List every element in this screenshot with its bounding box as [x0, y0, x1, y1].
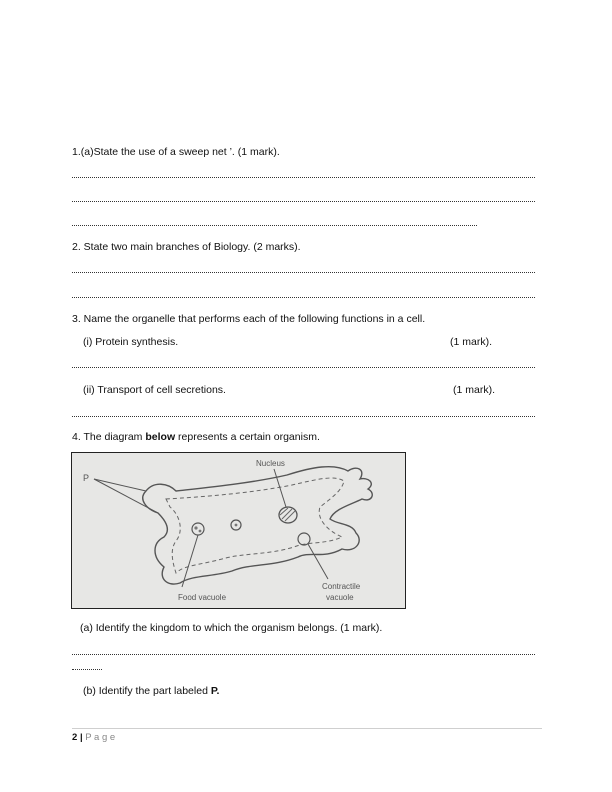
- question-4-part-a: (a) Identify the kingdom to which the organism belongs. (1 mark).: [80, 622, 383, 634]
- cell-membrane: [143, 467, 372, 584]
- nucleus-pointer-line: [274, 469, 286, 507]
- food-particle: [194, 526, 197, 529]
- contractile-vacuole-pointer-line: [308, 544, 328, 579]
- answer-line: [72, 416, 535, 417]
- p-pointer-line: [94, 479, 146, 491]
- question-3-part-ii: (ii) Transport of cell secretions.: [83, 384, 226, 396]
- label-vacuole: vacuole: [326, 593, 354, 602]
- question-1: 1.(a)State the use of a sweep net ’. (1 mark).: [72, 146, 280, 158]
- footer-separator: |: [79, 732, 83, 743]
- question-3-part-i: (i) Protein synthesis.: [83, 336, 179, 348]
- answer-line: [72, 177, 535, 178]
- food-particle: [199, 530, 202, 533]
- question-3-part-i-marks: (1 mark).: [450, 336, 492, 348]
- answer-line: [72, 669, 102, 670]
- answer-line: [72, 272, 535, 273]
- nucleus-hatch: [282, 509, 292, 519]
- answer-line: [72, 297, 535, 298]
- answer-line: [72, 201, 535, 202]
- answer-line: [72, 367, 535, 368]
- answer-line: [72, 225, 477, 226]
- food-vacuole: [192, 523, 204, 535]
- contractile-vacuole: [298, 533, 310, 545]
- page-number: 2: [72, 732, 78, 743]
- question-2: 2. State two main branches of Biology. (2 marks).: [72, 241, 301, 253]
- footer-divider: [72, 728, 542, 729]
- question-3: 3. Name the organelle that performs each of the following functions in a cell.: [72, 313, 426, 325]
- page-footer: [72, 732, 115, 744]
- nucleus-hatch: [285, 511, 295, 521]
- label-contractile: Contractile: [322, 582, 361, 591]
- label-p: P: [83, 473, 90, 483]
- label-food-vacuole: Food vacuole: [178, 593, 227, 602]
- nucleus: [279, 507, 297, 523]
- question-3-part-ii-marks: (1 mark).: [453, 384, 495, 396]
- food-particle: [235, 524, 238, 527]
- organism-diagram: [71, 452, 406, 609]
- label-nucleus: Nucleus: [256, 459, 285, 468]
- page-word: P a g e: [85, 732, 116, 743]
- answer-line: [72, 654, 535, 655]
- question-4-part-b: (b) Identify the part labeled P.: [83, 685, 220, 697]
- question-4: 4. The diagram below represents a certain organism.: [72, 431, 320, 443]
